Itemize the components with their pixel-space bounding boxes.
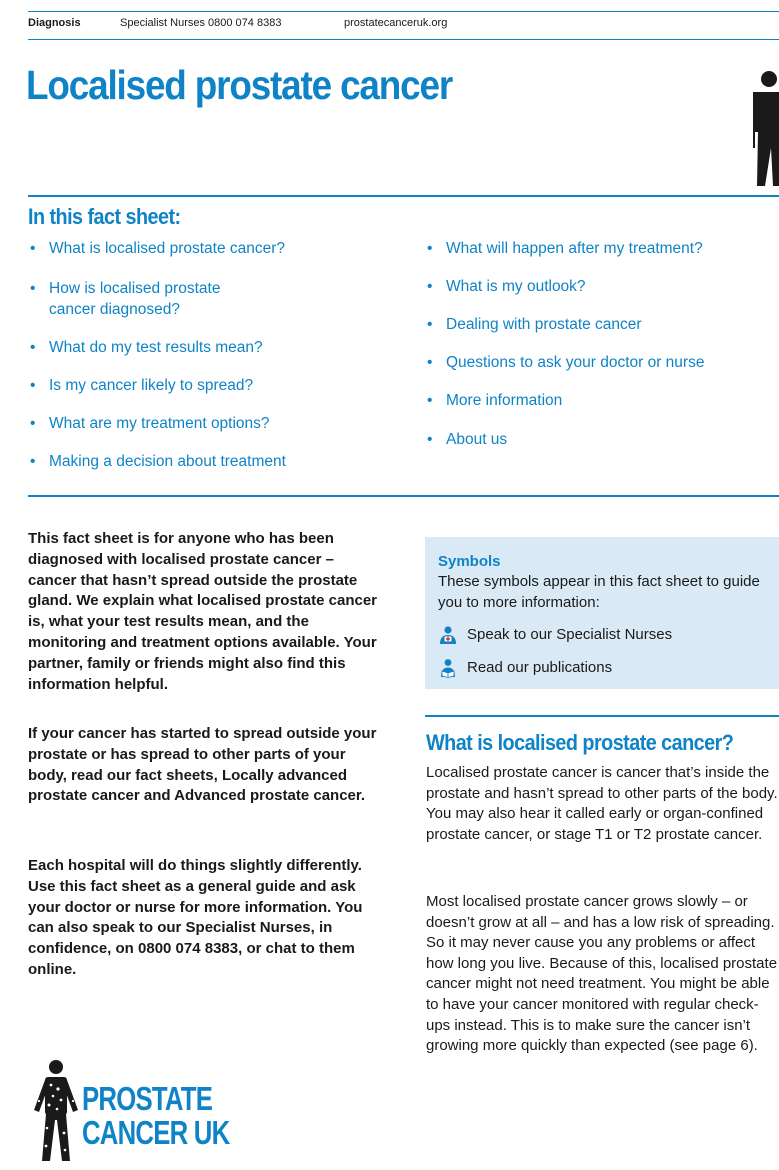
page-title: Localised prostate cancer bbox=[26, 62, 453, 108]
top-rule bbox=[28, 11, 779, 12]
person-silhouette-icon bbox=[745, 70, 779, 186]
symbols-description: These symbols appear in this fact sheet to guide you to more information: bbox=[438, 573, 760, 611]
nurse-icon bbox=[438, 625, 458, 645]
divider bbox=[28, 495, 779, 497]
section-heading: What is localised prostate cancer? bbox=[426, 730, 734, 755]
top-bar bbox=[0, 0, 779, 40]
section-label: Diagnosis bbox=[28, 17, 81, 29]
symbols-box: Symbols These symbols appear in this fact sheet to guide you to more information: Speak to our Specialist Nurses Read our publications bbox=[425, 537, 779, 689]
section-paragraph: Localised prostate cancer is cancer that’s inside the prostate and hasn’t spread to other parts of the body. You may also hear it called early or organ-confined prostate cancer, or stage T1 or T2 prostate cancer. bbox=[426, 764, 778, 843]
nurses-phone: Specialist Nurses 0800 074 8383 bbox=[120, 17, 282, 29]
symbols-title: Symbols bbox=[438, 553, 501, 570]
intro-paragraph: If your cancer has started to spread outside your prostate or has spread to other parts of your body, read our fact sheets, Locally advanced prostate cancer and Advanced prostate cancer. bbox=[28, 725, 377, 805]
publications-icon bbox=[438, 658, 458, 678]
logo-text-line2: CANCER UK bbox=[82, 1114, 230, 1151]
top-bottom-rule bbox=[28, 39, 779, 40]
prostate-cancer-uk-logo bbox=[30, 1058, 230, 1163]
intro-paragraph: Each hospital will do things slightly differently. Use this fact sheet as a general guide and ask your doctor or nurse for more information. You can also speak to our Specialist Nurses, in confidence, on 0800 074 8383, or chat to them online. bbox=[28, 857, 363, 978]
divider bbox=[28, 195, 779, 197]
section-divider bbox=[425, 715, 779, 717]
section-paragraph: Most localised prostate cancer grows slowly – or doesn’t grow at all – and has a low risk of spreading. So it may never cause you any problems or affect how long you live. Because of this, localised prostate cancer might not need treatment. You might be able to have your cancer monitored with regular check-ups instead. This is to make sure the cancer isn’t growing more quickly than expected (see page 6). bbox=[426, 893, 778, 1055]
toc-heading: In this fact sheet: bbox=[28, 204, 181, 229]
website-link[interactable]: prostatecanceruk.org bbox=[344, 17, 448, 29]
logo-man-icon bbox=[30, 1058, 82, 1163]
intro-paragraph: This fact sheet is for anyone who has been diagnosed with localised prostate cancer – cancer that hasn’t spread outside the prostate gland. We explain what localised prostate cancer is, what your test results mean, and the monitoring and treatment options available. Your partner, family or friends might also find this information helpful. bbox=[28, 530, 377, 693]
logo-text-line1: PROSTATE bbox=[82, 1080, 213, 1117]
